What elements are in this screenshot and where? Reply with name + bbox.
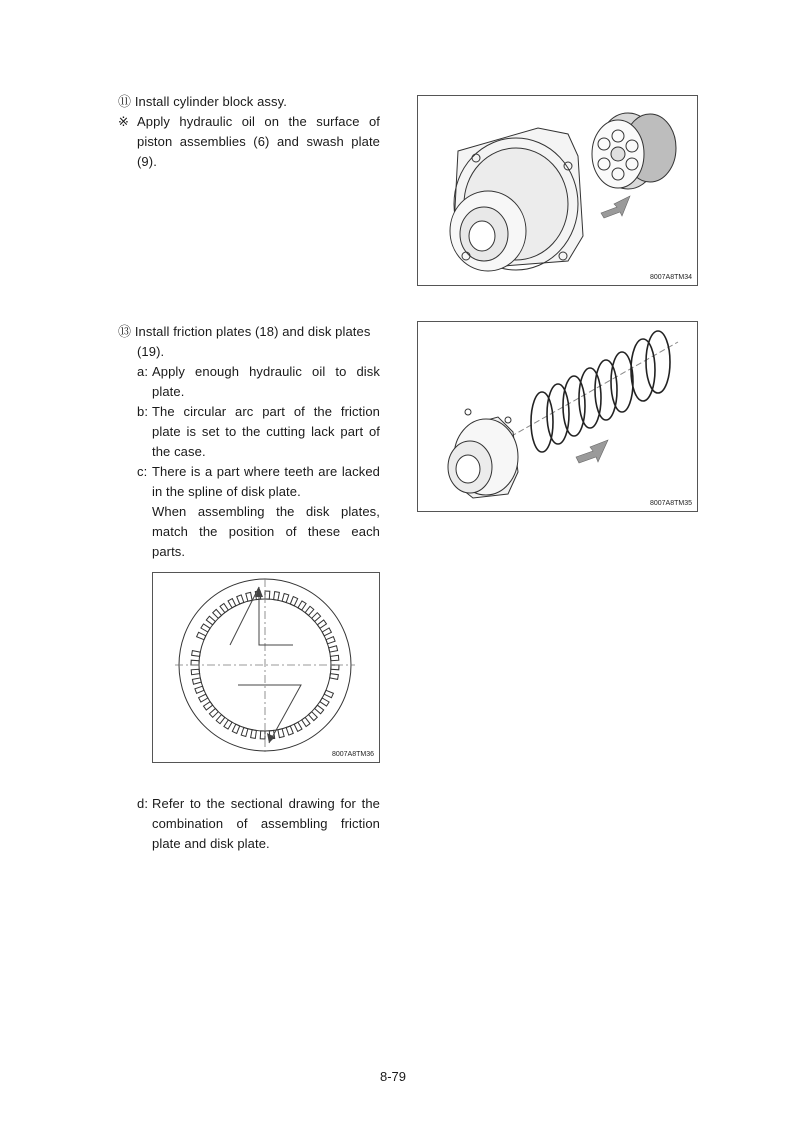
spline-tooth (298, 601, 306, 610)
spline-tooth (246, 592, 252, 601)
step11-heading (118, 92, 380, 112)
item-line: Apply enough hydraulic oil to disk (152, 364, 380, 379)
figure-code: 8007A8TM36 (331, 751, 374, 758)
note-line: piston assemblies (6) and swash plate (137, 134, 380, 149)
spline-tooth (213, 609, 222, 618)
spline-tooth (286, 726, 293, 735)
item-line: parts. (152, 544, 186, 559)
spline-tooth (294, 722, 302, 731)
spline-tooth (312, 613, 321, 622)
spline-tooth (191, 669, 199, 674)
item-line: plate and disk plate. (152, 836, 270, 851)
spline-tooth (206, 616, 215, 625)
spline-tooth (282, 594, 289, 603)
item-line: in the spline of disk plate. (152, 484, 301, 499)
spline-tooth (191, 660, 199, 665)
step13-title-line: (19). (137, 344, 165, 359)
spline-tooth (315, 705, 324, 714)
item-line: the case. (152, 444, 206, 459)
item-label: c: (137, 464, 148, 479)
spline-tooth (224, 720, 232, 729)
step11-marker: ⑪ (118, 94, 132, 109)
spline-tooth (199, 694, 208, 702)
spline-tooth (330, 655, 338, 660)
step11-note (118, 112, 380, 172)
figure-friction-plates (417, 321, 698, 512)
note-line: Apply hydraulic oil on the surface of (137, 114, 380, 129)
page-number: 8-79 (380, 1069, 407, 1084)
spline-tooth (251, 730, 257, 739)
item-line: match the position of these each (152, 524, 380, 539)
spline-tooth (204, 702, 213, 710)
spline-tooth (329, 646, 338, 652)
friction-plates-illustration (418, 322, 699, 513)
spline-tooth (330, 674, 339, 680)
item-label: d: (137, 796, 149, 811)
spline-tooth (302, 717, 310, 726)
step13-item-a (137, 362, 380, 402)
figure-cylinder-block (417, 95, 698, 286)
spline-tooth (232, 724, 239, 733)
item-line: There is a part where teeth are lacked (152, 464, 380, 479)
spline-tooth (265, 591, 270, 599)
figure-disk-plate-spline (152, 572, 380, 763)
figure-code: 8007A8TM34 (649, 274, 692, 281)
step13-title-line (118, 322, 380, 342)
spline-tooth (274, 592, 280, 601)
disk-plate-spline-diagram (153, 573, 381, 764)
step13-marker: ⑬ (118, 324, 132, 339)
spline-tooth (220, 604, 228, 613)
step13-heading (118, 322, 380, 362)
spline-tooth (197, 632, 206, 639)
item-line: combination of assembling friction (152, 816, 380, 831)
item-line: The circular arc part of the friction (152, 404, 380, 419)
item-line: When assembling the disk plates, (152, 504, 380, 519)
spline-tooth (195, 686, 204, 693)
step13-title: Install friction plates (18) and disk plates (134, 324, 371, 339)
spline-tooth (209, 709, 218, 718)
spline-tooth (201, 624, 210, 632)
step13-item-d (137, 794, 380, 854)
spline-tooth (326, 637, 335, 644)
figure-code: 8007A8TM35 (649, 500, 692, 507)
spline-tooth (320, 698, 329, 706)
spline-tooth (192, 678, 201, 684)
note-marker: ※ (118, 114, 129, 129)
step11-title: Install cylinder block assy. (134, 94, 287, 109)
note-line: (9). (137, 154, 157, 169)
spline-tooth (278, 729, 284, 738)
spline-tooth (192, 651, 201, 657)
spline-tooth (322, 628, 331, 636)
spline-tooth (260, 731, 265, 739)
spline-tooth (331, 665, 339, 670)
spline-tooth (317, 620, 326, 628)
item-line: plate is set to the cutting lack part of (152, 424, 380, 439)
step13-item-c (137, 462, 380, 562)
spline-tooth (290, 597, 297, 606)
spline-tooth (237, 595, 244, 604)
spline-tooth (309, 712, 318, 721)
spline-tooth (216, 715, 225, 724)
cylinder-block-illustration (418, 96, 699, 287)
item-line: Refer to the sectional drawing for the (152, 796, 380, 811)
item-line: plate. (152, 384, 185, 399)
item-label: a: (137, 364, 149, 379)
step13-item-b (137, 402, 380, 462)
spline-tooth (324, 690, 333, 697)
spline-tooth (228, 599, 236, 608)
spline-tooth (305, 606, 314, 615)
item-label: b: (137, 404, 149, 419)
spline-tooth (241, 728, 248, 737)
